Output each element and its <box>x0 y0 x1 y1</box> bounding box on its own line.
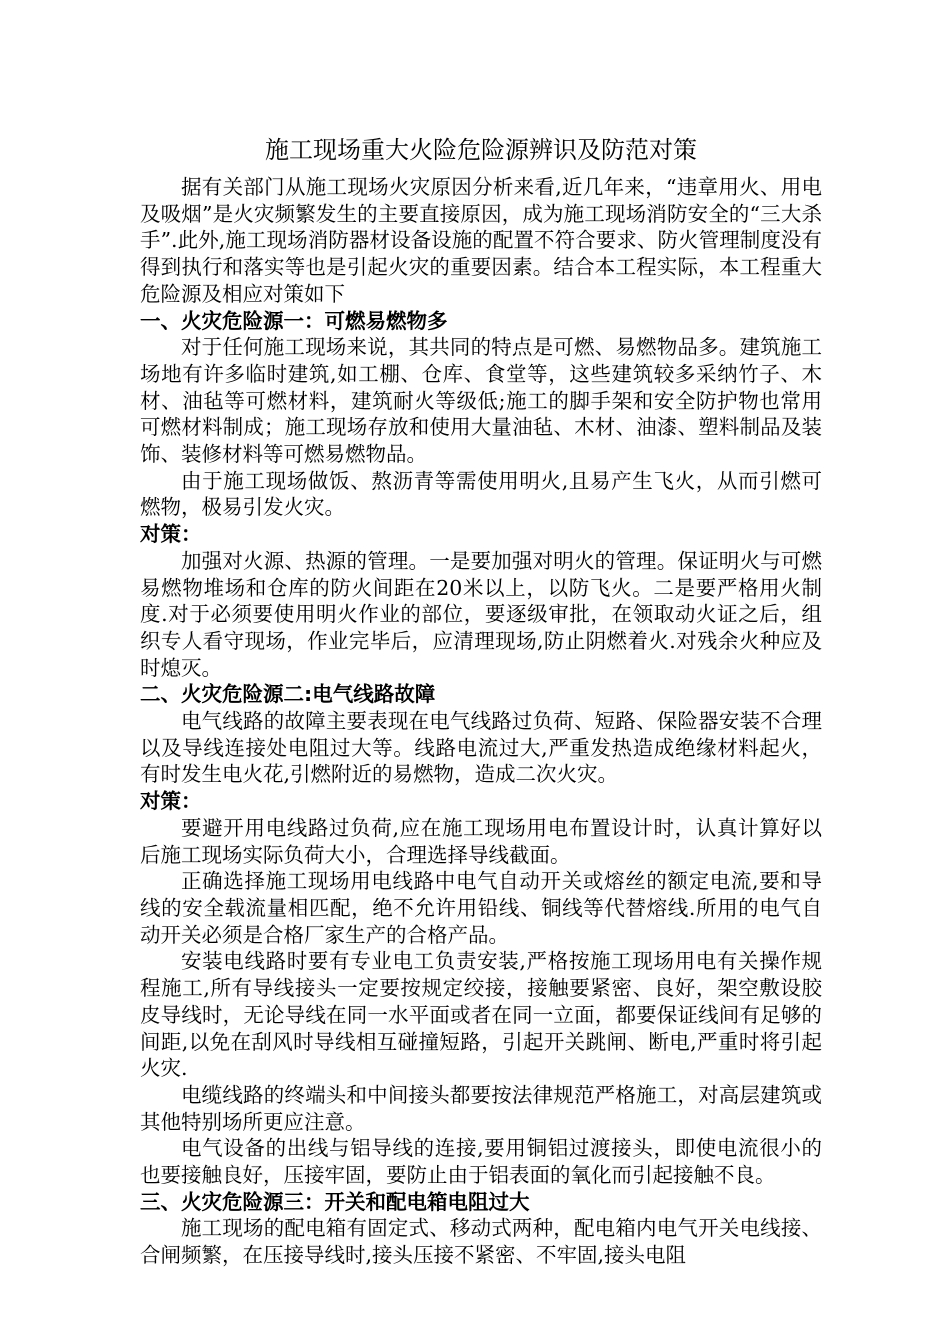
section-3-heading: 三、火灾危险源三：开关和配电箱电阻过大 <box>140 1189 530 1214</box>
section-2-heading: 二、火灾危险源二:电气线路故障 <box>140 682 436 707</box>
section-2-countermeasure-2: 正确选择施工现场用电线路中电气自动开关或熔丝的额定电流,要和导线的安全载流量相匹配，绝不允许用铅线、铜线等代替熔线.所用的电气自动开关必须是合格厂家生产的合格产品。 <box>140 869 822 947</box>
section-2-countermeasure-3: 安装电线路时要有专业电工负责安装,严格按施工现场用电有关操作规程施工,所有导线接头一定要按规定绞接，接触要紧密、良好，架空敷设胶皮导线时，无论导线在同一水平面或者在同一立面，都要保证线间有足够的间距,以免在刮风时导线相互碰撞短路，引起开关跳闸、断电,严重时将引起火灾. <box>140 949 822 1081</box>
section-1-paragraph-1: 对于任何施工现场来说，其共同的特点是可燃、易燃物品多。建筑施工场地有许多临时建筑,如工棚、仓库、食堂等，这些建筑较多采纳竹子、木材、油毡等可燃材料，建筑耐火等级低;施工的脚手架和安全防护物也常用可燃材料制成；施工现场存放和使用大量油毡、木材、油漆、塑料制品及装饰、装修材料等可燃易燃物品。 <box>140 335 822 467</box>
document-title: 施工现场重大火险危险源辨识及防范对策 <box>265 136 697 164</box>
section-2-countermeasure-1: 要避开用电线路过负荷,应在施工现场用电布置设计时，认真计算好以后施工现场实际负荷大小，合理选择导线截面。 <box>140 815 822 867</box>
section-2-paragraph-1: 电气线路的故障主要表现在电气线路过负荷、短路、保险器安装不合理以及导线连接处电阻过大等。线路电流过大,严重发热造成绝缘材料起火，有时发生电火花,引燃附近的易燃物，造成二次火灾。 <box>140 709 822 787</box>
intro-paragraph: 据有关部门从施工现场火灾原因分析来看,近几年来，“违章用火、用电及吸烟”是火灾频繁发生的主要直接原因，成为施工现场消防安全的“三大杀手”.此外,施工现场消防器材设备设施的配置不符合要求、防火管理制度没有得到执行和落实等也是引起火灾的重要因素。结合本工程实际，本工程重大危险源及相应对策如下 <box>140 175 822 306</box>
section-2-countermeasure-5: 电气设备的出线与铝导线的连接,要用铜铝过渡接头，即使电流很小的也要接触良好，压接牢固，要防止由于铝表面的氧化而引起接触不良。 <box>140 1136 822 1188</box>
section-1-countermeasure: 加强对火源、热源的管理。一是要加强对明火的管理。保证明火与可燃易燃物堆场和仓库的防火间距在20米以上，以防飞火。二是要严格用火制度.对于必须要使用明火作业的部位，要逐级审批，在领取动火证之后，组织专人看守现场，作业完毕后，应清理现场,防止阴燃着火.对残余火种应及时熄灭。 <box>140 548 822 680</box>
section-1-countermeasure-label: 对策： <box>140 522 202 547</box>
section-1-heading: 一、火灾危险源一：可燃易燃物多 <box>140 308 448 333</box>
section-3-paragraph-1: 施工现场的配电箱有固定式、移动式两种，配电箱内电气开关电线接、合闸频繁，在压接导线时,接头压接不紧密、不牢固,接头电阻 <box>140 1216 822 1268</box>
document-body <box>140 130 822 1269</box>
section-2-countermeasure-label: 对策： <box>140 789 202 814</box>
section-1-paragraph-2: 由于施工现场做饭、熬沥青等需使用明火,且易产生飞火，从而引燃可燃物，极易引发火灾。 <box>140 468 822 520</box>
section-2-countermeasure-4: 电缆线路的终端头和中间接头都要按法律规范严格施工，对高层建筑或其他特别场所更应注意。 <box>140 1082 822 1134</box>
